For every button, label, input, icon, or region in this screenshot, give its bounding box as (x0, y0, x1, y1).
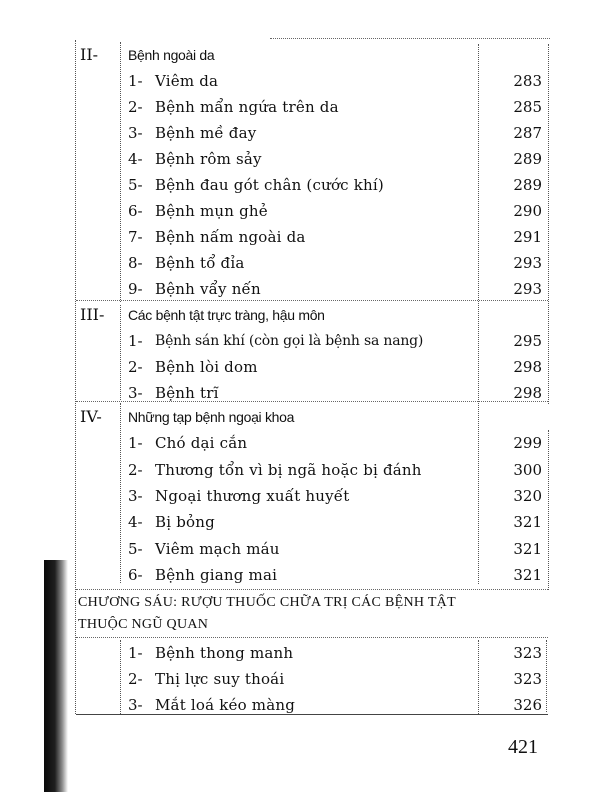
entry-page: 321 (513, 540, 542, 558)
section-number: III- (80, 305, 105, 324)
entry-number: 2- (128, 98, 143, 116)
entry-number: 5- (128, 540, 143, 558)
entry-page: 291 (513, 228, 542, 246)
entry-number: 7- (128, 228, 143, 246)
entry-page: 287 (513, 124, 542, 142)
toc-entry (0, 536, 612, 562)
page-number: 421 (508, 736, 538, 758)
entry-page: 289 (513, 150, 542, 168)
entry-title: Bệnh giang mai (155, 566, 278, 584)
entry-title: Bệnh mụn ghẻ (155, 202, 268, 220)
entry-number: 3- (128, 124, 143, 142)
toc-entry (0, 562, 612, 588)
toc-entry (0, 276, 612, 302)
entry-title: Viêm mạch máu (155, 540, 280, 558)
toc-entry (0, 198, 612, 224)
entry-page: 320 (513, 487, 542, 505)
entry-number: 1- (128, 644, 143, 662)
entry-number: 1- (128, 332, 143, 350)
entry-title: Thương tổn vì bị ngã hoặc bị đánh (155, 461, 422, 479)
entry-page: 326 (513, 696, 542, 714)
section-number: II- (80, 45, 99, 64)
toc-entry (0, 120, 612, 146)
entry-page: 283 (513, 72, 542, 90)
toc-entry (0, 692, 612, 718)
toc-entry (0, 640, 612, 666)
entry-title: Bệnh nấm ngoài da (155, 228, 306, 246)
chapter-heading-line1: CHƯƠNG SÁU: RƯỢU THUỐC CHỮA TRỊ CÁC BỆNH TẬT (78, 595, 456, 610)
toc-entry (0, 328, 612, 354)
entry-number: 3- (128, 487, 143, 505)
entry-title: Bệnh đau gót chân (cước khí) (155, 176, 384, 194)
entry-page: 323 (513, 670, 542, 688)
entry-title: Bệnh mề đay (155, 124, 257, 142)
entry-title: Bị bỏng (155, 513, 215, 531)
section-heading (0, 42, 612, 68)
entry-page: 300 (513, 461, 542, 479)
toc-entry (0, 380, 612, 406)
entry-page: 298 (513, 358, 542, 376)
entry-page: 321 (513, 513, 542, 531)
entry-title: Bệnh sán khí (còn gọi là bệnh sa nang) (155, 333, 424, 349)
toc-entry (0, 483, 612, 509)
entry-title: Bệnh tổ đỉa (155, 254, 245, 272)
entry-number: 4- (128, 513, 143, 531)
entry-page: 323 (513, 644, 542, 662)
entry-number: 5- (128, 176, 143, 194)
entry-number: 3- (128, 384, 143, 402)
entry-page: 295 (513, 332, 542, 350)
toc-entry (0, 354, 612, 380)
entry-title: Bệnh vẩy nến (155, 280, 261, 298)
entry-number: 2- (128, 358, 143, 376)
entry-page: 298 (513, 384, 542, 402)
section-heading (0, 404, 612, 430)
entry-title: Viêm da (155, 72, 219, 90)
section-number: IV- (80, 407, 102, 426)
entry-page: 285 (513, 98, 542, 116)
toc-entry (0, 250, 612, 276)
entry-title: Bệnh rôm sảy (155, 150, 262, 168)
toc-entry (0, 430, 612, 456)
toc-entry (0, 457, 612, 483)
entry-title: Thị lực suy thoái (155, 670, 285, 688)
entry-title: Mắt loá kéo màng (155, 696, 296, 714)
entry-title: Bệnh lòi dom (155, 358, 258, 376)
entry-number: 1- (128, 434, 143, 452)
section-title: Các bệnh tật trực tràng, hậu môn (128, 307, 325, 323)
section-heading (0, 302, 612, 328)
entry-number: 4- (128, 150, 143, 168)
entry-number: 2- (128, 670, 143, 688)
entry-page: 299 (513, 434, 542, 452)
toc-entry (0, 509, 612, 535)
entry-number: 1- (128, 72, 143, 90)
toc-entry (0, 146, 612, 172)
toc-entry (0, 68, 612, 94)
entry-number: 6- (128, 566, 143, 584)
toc-entry (0, 666, 612, 692)
entry-page: 289 (513, 176, 542, 194)
entry-title: Chó dại cắn (155, 434, 248, 452)
chapter-heading-line2: THUỘC NGŨ QUAN (78, 617, 209, 632)
entry-number: 3- (128, 696, 143, 714)
entry-number: 6- (128, 202, 143, 220)
entry-title: Bệnh trĩ (155, 384, 219, 402)
entry-number: 9- (128, 280, 143, 298)
entry-page: 293 (513, 254, 542, 272)
toc-entry (0, 94, 612, 120)
entry-title: Ngoại thương xuất huyết (155, 487, 350, 505)
entry-number: 2- (128, 461, 143, 479)
entry-page: 290 (513, 202, 542, 220)
toc-entry (0, 224, 612, 250)
entry-title: Bệnh mẩn ngứa trên da (155, 98, 339, 116)
entry-page: 321 (513, 566, 542, 584)
entry-number: 8- (128, 254, 143, 272)
toc-entry (0, 172, 612, 198)
entry-title: Bệnh thong manh (155, 644, 294, 662)
entry-page: 293 (513, 280, 542, 298)
top-rule (270, 38, 550, 39)
section-title: Những tạp bệnh ngoại khoa (128, 409, 295, 425)
section-title: Bệnh ngoài da (128, 47, 215, 63)
